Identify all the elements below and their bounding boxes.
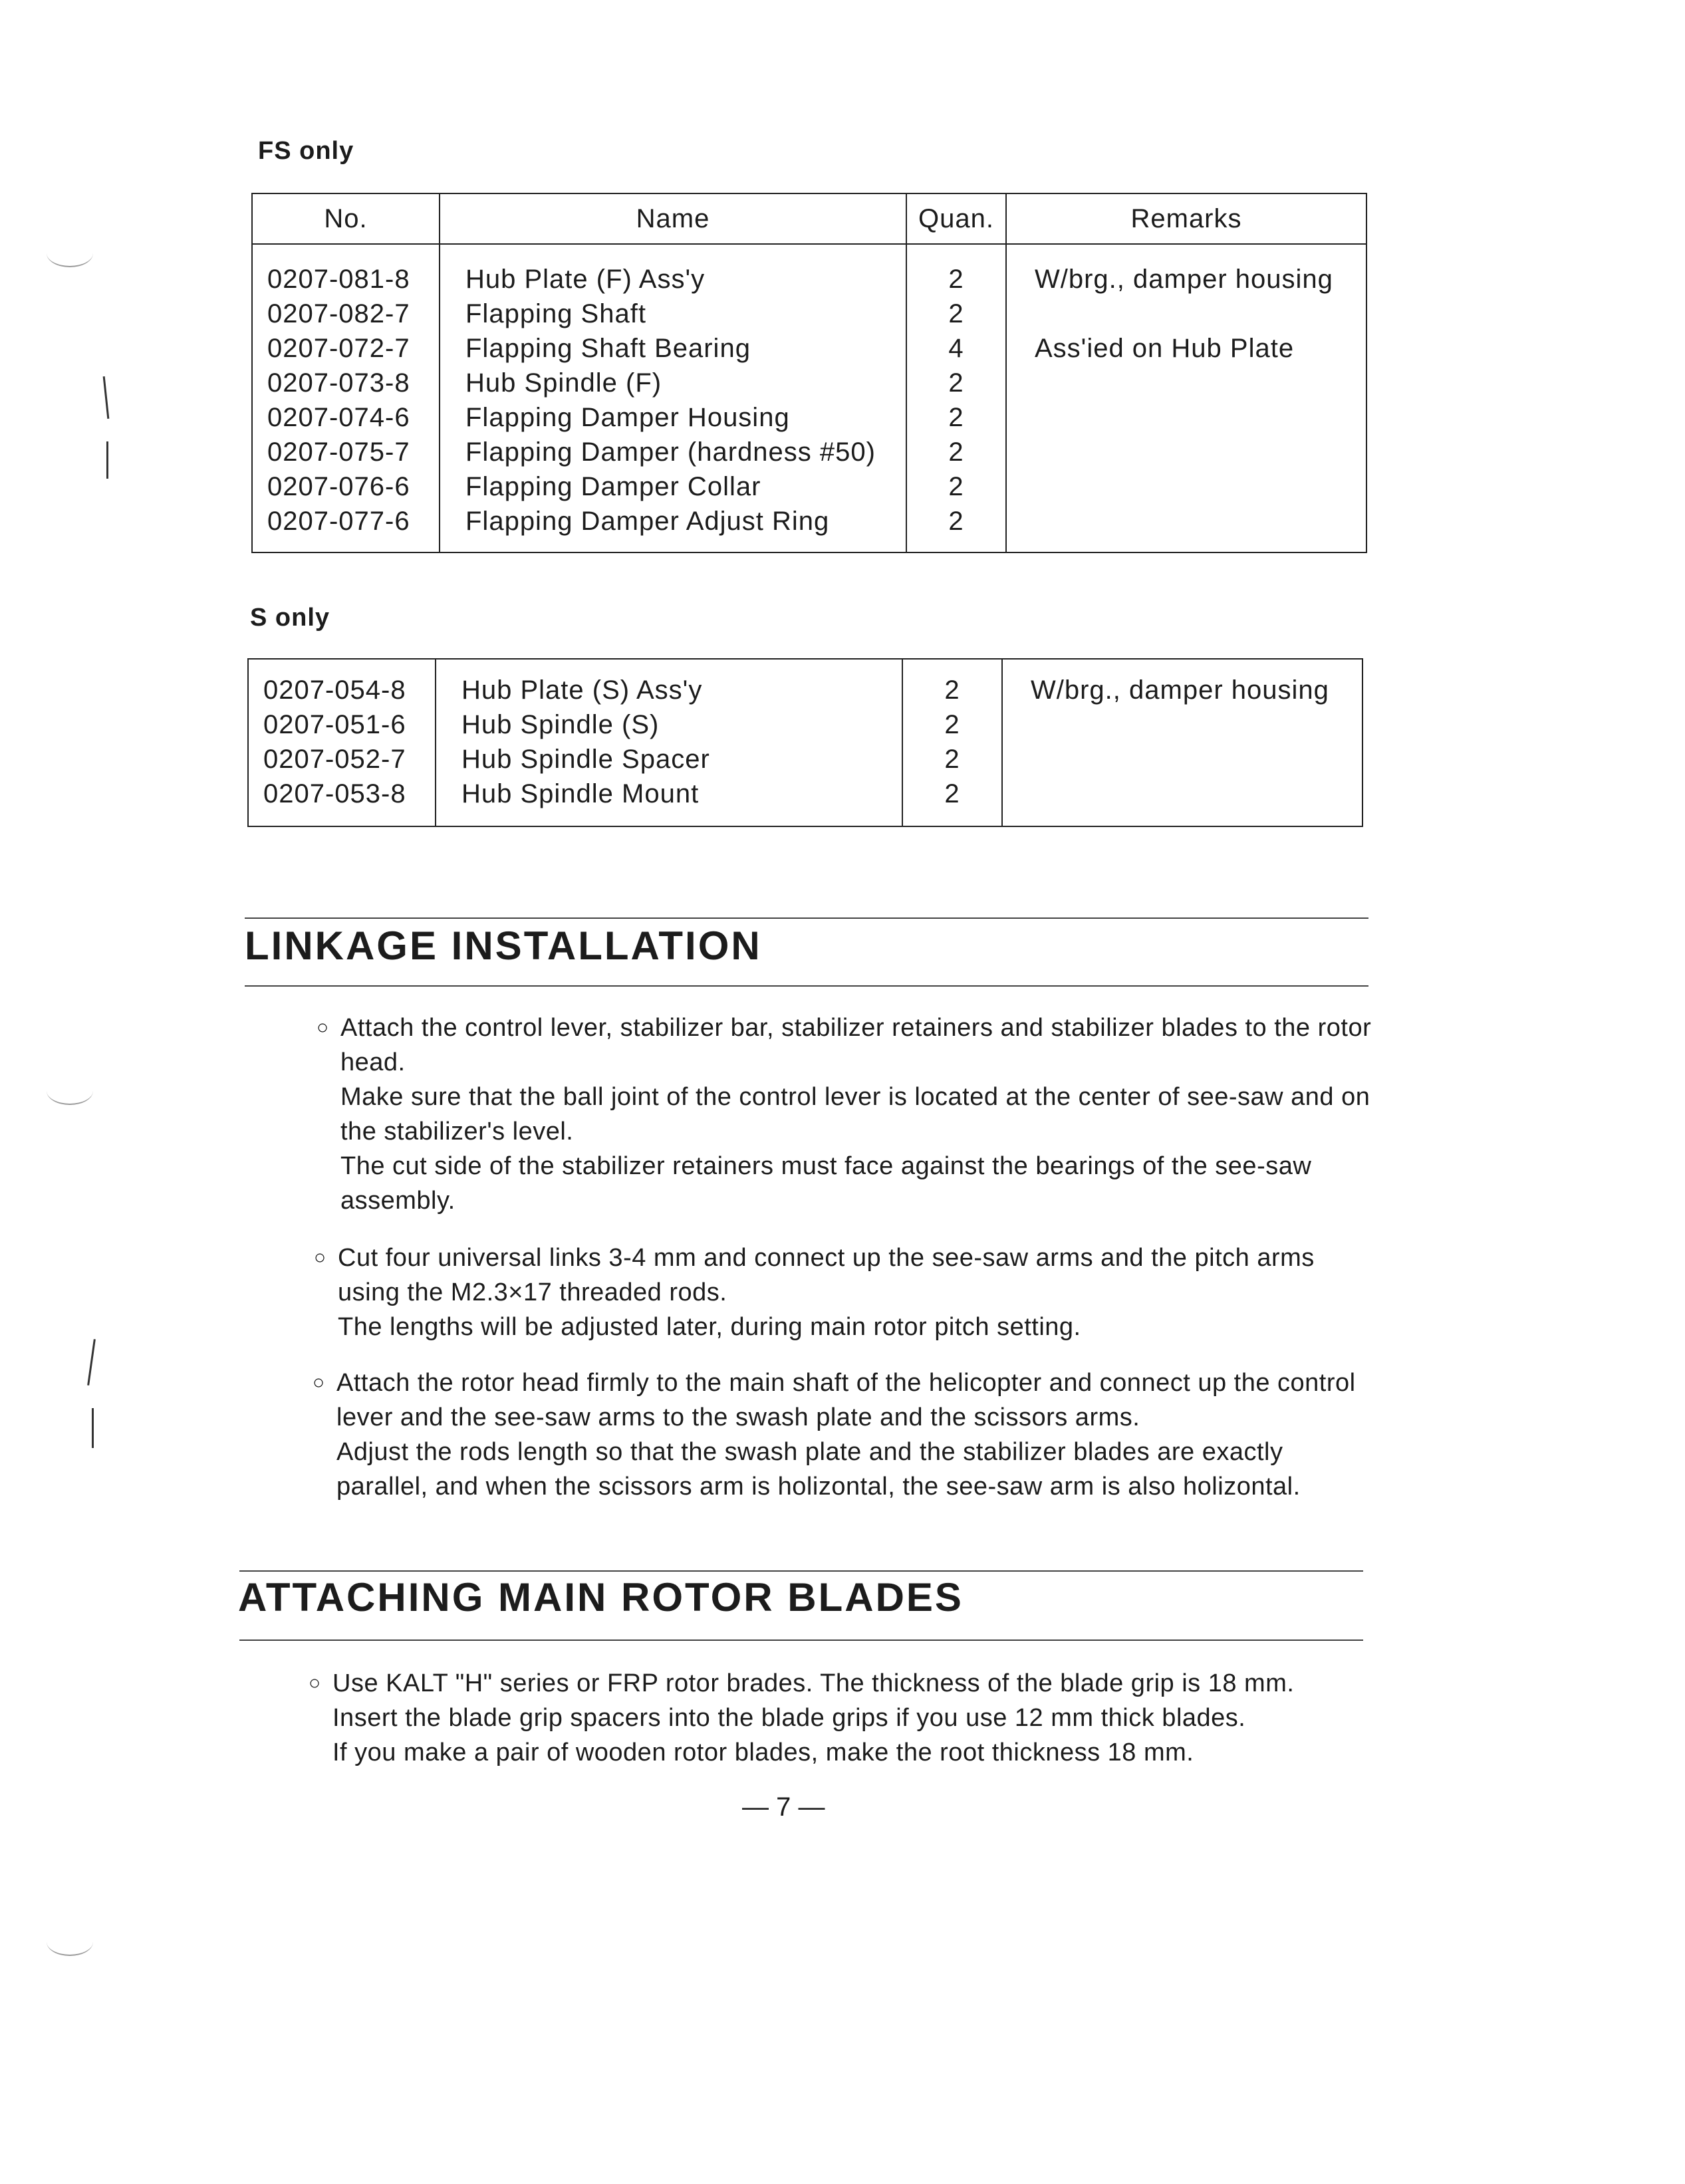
blades-step-1 <box>309 1666 1370 1770</box>
header-quantity: Quan. <box>906 193 1006 244</box>
linkage-heading: LINKAGE INSTALLATION <box>245 923 762 968</box>
part-name: Hub Plate (F) Ass'y <box>465 265 706 294</box>
header-remarks: Remarks <box>1006 193 1366 244</box>
part-name: Flapping Damper Adjust Ring <box>465 507 830 536</box>
binder-hole <box>47 1928 93 1956</box>
part-number: 0207-052-7 <box>263 745 406 774</box>
header-name: Name <box>440 193 906 244</box>
bullet-icon: ○ <box>317 1017 329 1038</box>
part-number: 0207-076-6 <box>267 472 410 501</box>
part-name: Flapping Damper (hardness #50) <box>465 437 876 467</box>
part-quantity: 2 <box>948 437 964 467</box>
paragraph-line: The cut side of the stabilizer retainers must face against the bearings of the see-saw assembly. <box>340 1152 1312 1215</box>
part-remarks <box>1031 777 1362 811</box>
paragraph-line: Make sure that the ball joint of the control lever is located at the center of see-saw and on the stabilizer's level. <box>340 1083 1370 1146</box>
part-quantity: 2 <box>948 368 964 398</box>
margin-mark <box>106 441 108 479</box>
heading-rule-bottom <box>245 985 1368 987</box>
part-number: 0207-072-7 <box>267 334 410 363</box>
part-number: 0207-073-8 <box>267 368 410 398</box>
part-remarks <box>1035 366 1366 400</box>
part-quantity: 2 <box>944 710 960 739</box>
part-name: Flapping Damper Housing <box>465 403 790 432</box>
fs-only-label: FS only <box>258 137 354 165</box>
binder-hole <box>47 239 93 267</box>
part-name: Flapping Shaft <box>465 299 646 328</box>
part-quantity: 2 <box>944 779 960 808</box>
part-remarks <box>1031 707 1362 742</box>
page-number: — 7 — <box>742 1792 825 1822</box>
binder-hole <box>47 1077 93 1105</box>
part-quantity: 4 <box>948 334 964 363</box>
part-quantity: 2 <box>948 299 964 328</box>
part-quantity: 2 <box>944 745 960 774</box>
part-remarks: W/brg., damper housing <box>1031 675 1329 705</box>
blades-heading: ATTACHING MAIN ROTOR BLADES <box>238 1575 964 1620</box>
part-name: Hub Spindle (S) <box>461 710 660 739</box>
part-name: Hub Plate (S) Ass'y <box>461 675 703 705</box>
heading-rule-bottom <box>239 1639 1363 1641</box>
part-remarks: W/brg., damper housing <box>1035 265 1333 294</box>
paragraph-line: The lengths will be adjusted later, during main rotor pitch setting. <box>338 1313 1081 1341</box>
part-remarks <box>1035 297 1366 331</box>
part-number: 0207-051-6 <box>263 710 406 739</box>
s-parts-table <box>247 658 1363 827</box>
part-number: 0207-082-7 <box>267 299 410 328</box>
paragraph-line: Cut four universal links 3-4 mm and connect up the see-saw arms and the pitch arms using the M2.3×17 threaded rods. <box>338 1244 1315 1306</box>
margin-mark <box>92 1408 94 1448</box>
paragraph-line: Insert the blade grip spacers into the blade grips if you use 12 mm thick blades. <box>332 1704 1246 1732</box>
part-remarks <box>1035 400 1366 435</box>
table-body <box>252 244 1366 552</box>
linkage-step-2 <box>314 1241 1375 1344</box>
part-quantity: 2 <box>948 472 964 501</box>
part-name: Hub Spindle (F) <box>465 368 662 398</box>
part-name: Hub Spindle Mount <box>461 779 700 808</box>
paragraph-line: Use KALT "H" series or FRP rotor brades. The thickness of the blade grip is 18 mm. <box>332 1669 1295 1697</box>
part-number: 0207-054-8 <box>263 675 406 705</box>
paragraph-line: Attach the rotor head firmly to the main shaft of the helicopter and connect up the control lever and the see-saw arms to the swash plate and the scissors arms. <box>336 1369 1356 1431</box>
part-number: 0207-053-8 <box>263 779 406 808</box>
part-number: 0207-077-6 <box>267 507 410 536</box>
bullet-icon: ○ <box>314 1247 326 1269</box>
table-header-row <box>252 193 1366 244</box>
part-number: 0207-081-8 <box>267 265 410 294</box>
part-remarks <box>1031 742 1362 777</box>
heading-rule-top <box>239 1570 1363 1572</box>
header-no: No. <box>252 193 440 244</box>
table-body <box>248 659 1362 826</box>
linkage-step-3 <box>313 1366 1374 1504</box>
margin-mark <box>103 376 110 419</box>
fs-parts-table <box>251 193 1367 553</box>
bullet-icon: ○ <box>313 1372 325 1394</box>
part-name: Flapping Shaft Bearing <box>465 334 751 363</box>
part-remarks: Ass'ied on Hub Plate <box>1035 334 1295 363</box>
part-name: Flapping Damper Collar <box>465 472 761 501</box>
part-name: Hub Spindle Spacer <box>461 745 710 774</box>
part-remarks <box>1035 435 1366 469</box>
s-only-label: S only <box>250 604 330 632</box>
part-quantity: 2 <box>948 403 964 432</box>
margin-mark <box>87 1339 96 1386</box>
part-quantity: 2 <box>944 675 960 705</box>
part-quantity: 2 <box>948 507 964 536</box>
part-remarks <box>1035 469 1366 504</box>
paragraph-line: Adjust the rods length so that the swash plate and the stabilizer blades are exactly parallel, and when the scissors arm is holizontal, the see-saw arm is also holizontal. <box>336 1438 1301 1501</box>
part-quantity: 2 <box>948 265 964 294</box>
linkage-step-1 <box>317 1011 1378 1218</box>
paragraph-line: If you make a pair of wooden rotor blades, make the root thickness 18 mm. <box>332 1739 1194 1766</box>
heading-rule-top <box>245 917 1368 919</box>
paragraph-line: Attach the control lever, stabilizer bar, stabilizer retainers and stabilizer blades to the rotor head. <box>340 1014 1372 1076</box>
bullet-icon: ○ <box>309 1672 321 1694</box>
part-number: 0207-075-7 <box>267 437 410 467</box>
part-number: 0207-074-6 <box>267 403 410 432</box>
part-remarks <box>1035 504 1366 539</box>
